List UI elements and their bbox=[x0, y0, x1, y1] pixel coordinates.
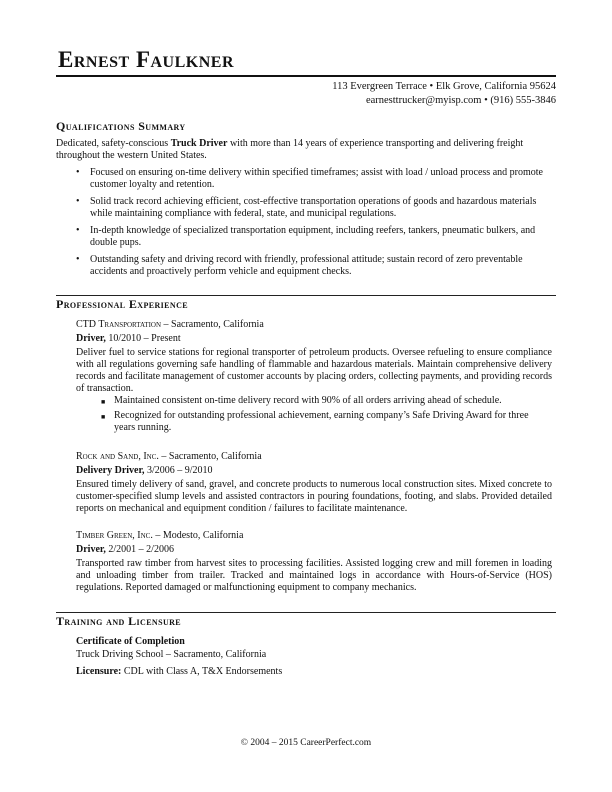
experience-heading: Professional Experience bbox=[56, 297, 188, 311]
job-role: Driver, bbox=[76, 333, 106, 344]
email-phone-line: earnesttrucker@myisp.com • (916) 555-3846 bbox=[365, 94, 556, 106]
training-divider bbox=[56, 612, 556, 613]
job-company: Rock and Sand, Inc. bbox=[76, 451, 159, 462]
summary-intro-role: Truck Driver bbox=[170, 138, 228, 149]
job-company-line bbox=[76, 451, 262, 463]
job-company-line bbox=[76, 530, 243, 542]
bullet-square-icon: ■ bbox=[101, 398, 106, 406]
job-company-line bbox=[76, 319, 264, 331]
job-role-line bbox=[76, 333, 181, 345]
summary-bullet bbox=[72, 167, 550, 191]
licensure-value: CDL with Class A, T&X Endorsements bbox=[121, 666, 283, 677]
job-bullet bbox=[96, 410, 548, 434]
licensure-line bbox=[76, 666, 282, 678]
job-dates: 3/2006 – 9/2010 bbox=[144, 465, 213, 476]
bullet-dot-icon: • bbox=[76, 196, 80, 207]
summary-bullet-text: Outstanding safety and driving record with friendly, professional attitude; sustain record of zero preventable accidents and proactively perform vehicle and equipment checks. bbox=[90, 254, 523, 277]
summary-intro-prefix: Dedicated, safety-conscious bbox=[56, 138, 171, 149]
summary-bullet bbox=[72, 196, 550, 220]
copyright-footer: © 2004 – 2015 CareerPerfect.com bbox=[240, 738, 372, 748]
job-bullet-text: Maintained consistent on-time delivery record with 90% of all orders arriving ahead of schedule. bbox=[114, 395, 502, 406]
job-role-line bbox=[76, 465, 213, 477]
job-location: – Modesto, California bbox=[152, 530, 244, 541]
summary-intro bbox=[56, 138, 556, 162]
summary-bullet bbox=[72, 254, 550, 278]
job-description: Transported raw timber from harvest sites to processing facilities. Assisted logging crew and mill foremen in loading and unloading timber from trailer. Tracked and maintained logs in accordance with Hours-of-Service (HOS) regulations. Reported damaged or malfunctioning equipment to company mechanics. bbox=[76, 558, 552, 593]
licensure-label: Licensure: bbox=[76, 666, 122, 677]
certificate-school: Truck Driving School – Sacramento, California bbox=[76, 649, 267, 660]
header-divider bbox=[56, 75, 556, 77]
candidate-name: Ernest Faulkner bbox=[58, 47, 234, 72]
summary-bullet-list bbox=[72, 167, 550, 283]
training-heading: Training and Licensure bbox=[56, 614, 182, 628]
address-line: 113 Evergreen Terrace • Elk Grove, California 95624 bbox=[332, 81, 556, 92]
certificate-title bbox=[76, 636, 185, 648]
job-location: – Sacramento, California bbox=[161, 319, 264, 330]
summary-intro-suffix: with more than 14 years of experience transporting and delivering freight throughout the western United States. bbox=[56, 138, 524, 161]
summary-bullet-text: In-depth knowledge of specialized transportation equipment, including reefers, tankers, pneumatic bulkers, and double pups. bbox=[90, 225, 536, 248]
job-bullet-list bbox=[96, 395, 548, 439]
certificate-title-text: Certificate of Completion bbox=[76, 636, 185, 647]
job-description: Ensured timely delivery of sand, gravel, and concrete products to numerous local construction sites. Mixed concrete to customer-specified slump levels and assisted contractors in pouring foundations, footing, and slabs. Provided detailed reports on mechanical and equipment condition / failures to facilitate maintenance. bbox=[76, 479, 552, 514]
bullet-dot-icon: • bbox=[76, 254, 80, 265]
bullet-square-icon: ■ bbox=[101, 413, 106, 421]
summary-heading: Qualifications Summary bbox=[56, 119, 186, 133]
job-company: Timber Green, Inc. bbox=[76, 530, 153, 541]
job-role: Driver, bbox=[76, 544, 106, 555]
summary-bullet-text: Solid track record achieving efficient, cost-effective transportation operations of goods and hazardous materials while maintaining compliance with federal, state, and municipal regulations. bbox=[90, 196, 537, 219]
job-dates: 2/2001 – 2/2006 bbox=[105, 544, 174, 555]
job-bullet-text: Recognized for outstanding professional achievement, earning company’s Safe Driving Award for three years running. bbox=[114, 410, 529, 433]
experience-divider bbox=[56, 295, 556, 296]
bullet-dot-icon: • bbox=[76, 225, 80, 236]
summary-bullet-text: Focused on ensuring on-time delivery within specified timeframes; assist with load / unload process and promote customer loyalty and retention. bbox=[90, 167, 543, 190]
job-company: CTD Transportation bbox=[76, 319, 162, 330]
job-dates: 10/2010 – Present bbox=[105, 333, 181, 344]
job-role: Delivery Driver, bbox=[76, 465, 145, 476]
job-role-line bbox=[76, 544, 174, 556]
summary-bullet bbox=[72, 225, 550, 249]
job-location: – Sacramento, California bbox=[158, 451, 262, 462]
contact-block bbox=[332, 80, 556, 107]
job-bullet bbox=[96, 395, 548, 407]
bullet-dot-icon: • bbox=[76, 167, 80, 178]
job-description: Deliver fuel to service stations for regional transporter of petroleum products. Oversee refueling to ensure compliance with all regulations governing safe handling of flammable and hazardous materials. Maintain comprehensive delivery records and facilitate management of customer accounts by placing orders, collecting payments, and providing records of transaction. bbox=[76, 347, 552, 394]
